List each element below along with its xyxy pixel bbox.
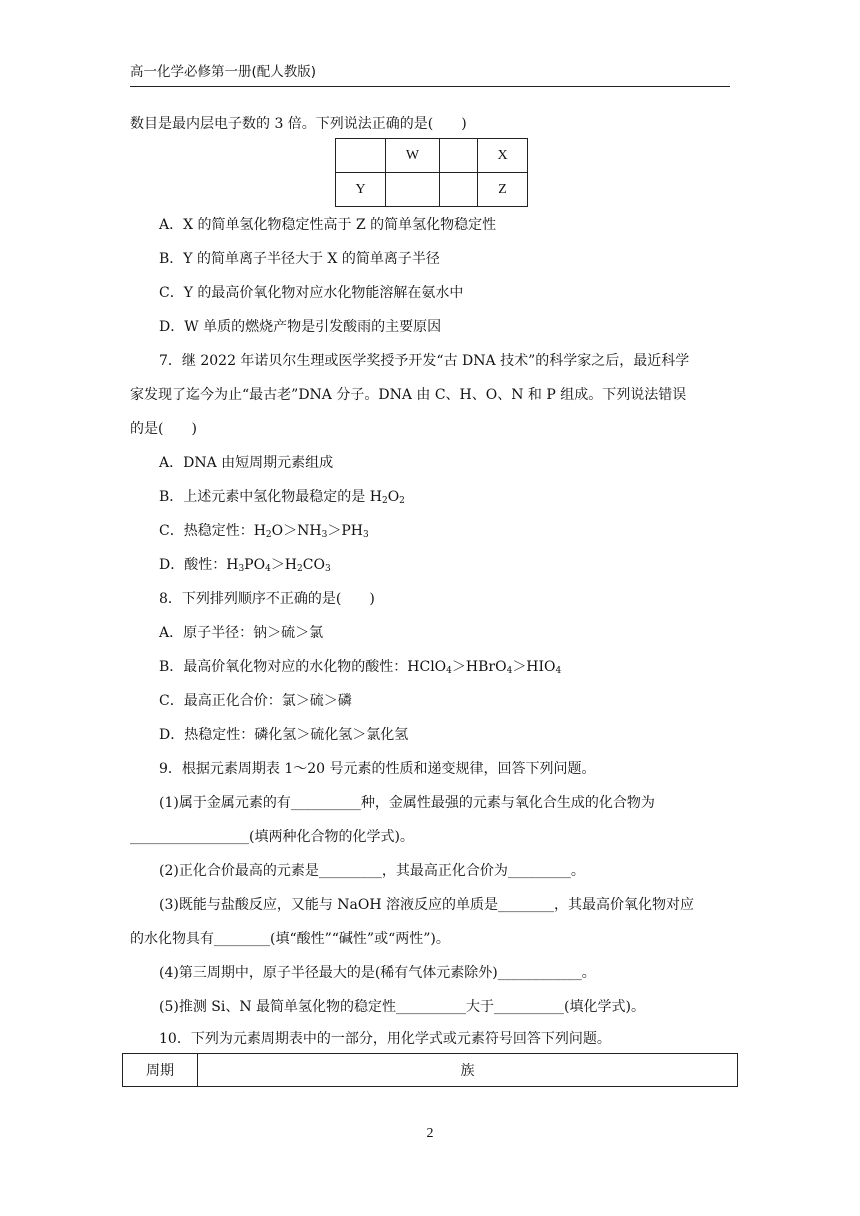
table-cell: W <box>386 139 440 173</box>
q9-part3-line1: (3)既能与盐酸反应，又能与 NaOH 溶液反应的单质是________，其最高价氧化物对应 <box>159 897 695 913</box>
table-cell: Z <box>478 173 528 207</box>
table-cell <box>440 173 478 207</box>
table-row <box>336 173 528 207</box>
q7-option-d: D．酸性：$H_3PO_4>H_2CO_3$ <box>159 557 331 574</box>
page-header <box>130 64 730 87</box>
q7-option-c: C．热稳定性：$H_2O>NH_3>PH_3$ <box>159 523 369 540</box>
q7-stem-line1: 7．继 2022 年诺贝尔生理或医学奖授予开发“古 DNA 技术”的科学家之后，最近科学 <box>159 353 690 369</box>
q9-part1-line2: _________________(填两种化合物的化学式)。 <box>130 829 414 845</box>
table-row <box>123 1054 738 1087</box>
q7-stem-line2: 家发现了迄今为止“最古老”DNA 分子。DNA 由 C、H、O、N 和 P 组成。下列说法错误 <box>130 387 687 403</box>
q6-option-c: C．Y 的最高价氧化物对应水化物能溶解在氨水中 <box>159 285 464 301</box>
q8-option-b: B．最高价氧化物对应的水化物的酸性：$HClO_4>HBrO_4>HIO_4$ <box>159 659 562 676</box>
q6-option-d: D．W 单质的燃烧产物是引发酸雨的主要原因 <box>159 319 442 335</box>
q9-part3-line2: 的水化物具有________(填“酸性”“碱性”或“两性”)。 <box>130 931 450 947</box>
table-header-period: 周期 <box>123 1054 198 1087</box>
table-cell <box>336 139 386 173</box>
periodic-table-fragment <box>122 1053 738 1087</box>
q7-option-b: B．上述元素中氢化物最稳定的是 $H_2O_2$ <box>159 489 405 506</box>
q6-stem-tail: 数目是最内层电子数的 3 倍。下列说法正确的是( ) <box>130 116 467 132</box>
element-position-table <box>335 138 528 207</box>
q6-option-b: B．Y 的简单离子半径大于 X 的简单离子半径 <box>159 251 440 267</box>
table-cell: Y <box>336 173 386 207</box>
table-cell <box>440 139 478 173</box>
q6-option-a: A．X 的简单氢化物稳定性高于 Z 的简单氢化物稳定性 <box>159 217 497 233</box>
page-number: 2 <box>426 1126 434 1141</box>
q9-stem: 9．根据元素周期表 1～20 号元素的性质和递变规律，回答下列问题。 <box>159 761 596 777</box>
q8-option-c: C．最高正化合价：氯＞硫＞磷 <box>159 693 352 709</box>
q9-part4: (4)第三周期中，原子半径最大的是(稀有气体元素除外)____________。 <box>159 965 596 981</box>
q7-option-a: A．DNA 由短周期元素组成 <box>159 455 334 471</box>
table-cell: X <box>478 139 528 173</box>
table-cell <box>386 173 440 207</box>
q8-option-d: D．热稳定性：磷化氢＞硫化氢＞氯化氢 <box>159 727 409 743</box>
q9-part5: (5)推测 Si、N 最简单氢化物的稳定性__________大于__________(填化学式)。 <box>159 999 645 1015</box>
q10-stem: 10．下列为元素周期表中的一部分，用化学式或元素符号回答下列问题。 <box>159 1031 611 1047</box>
q9-part2: (2)正化合价最高的元素是_________，其最高正化合价为_________。 <box>159 863 585 879</box>
table-header-group: 族 <box>198 1054 738 1087</box>
q8-stem: 8．下列排列顺序不正确的是( ) <box>159 591 375 607</box>
table-row <box>336 139 528 173</box>
q8-option-a: A．原子半径：钠＞硫＞氯 <box>159 625 324 641</box>
q9-part1-line1: (1)属于金属元素的有__________种，金属性最强的元素与氧化合生成的化合物为 <box>159 795 655 811</box>
q7-stem-line3: 的是( ) <box>130 421 197 437</box>
header-title: 高一化学必修第一册(配人教版) <box>130 64 317 80</box>
